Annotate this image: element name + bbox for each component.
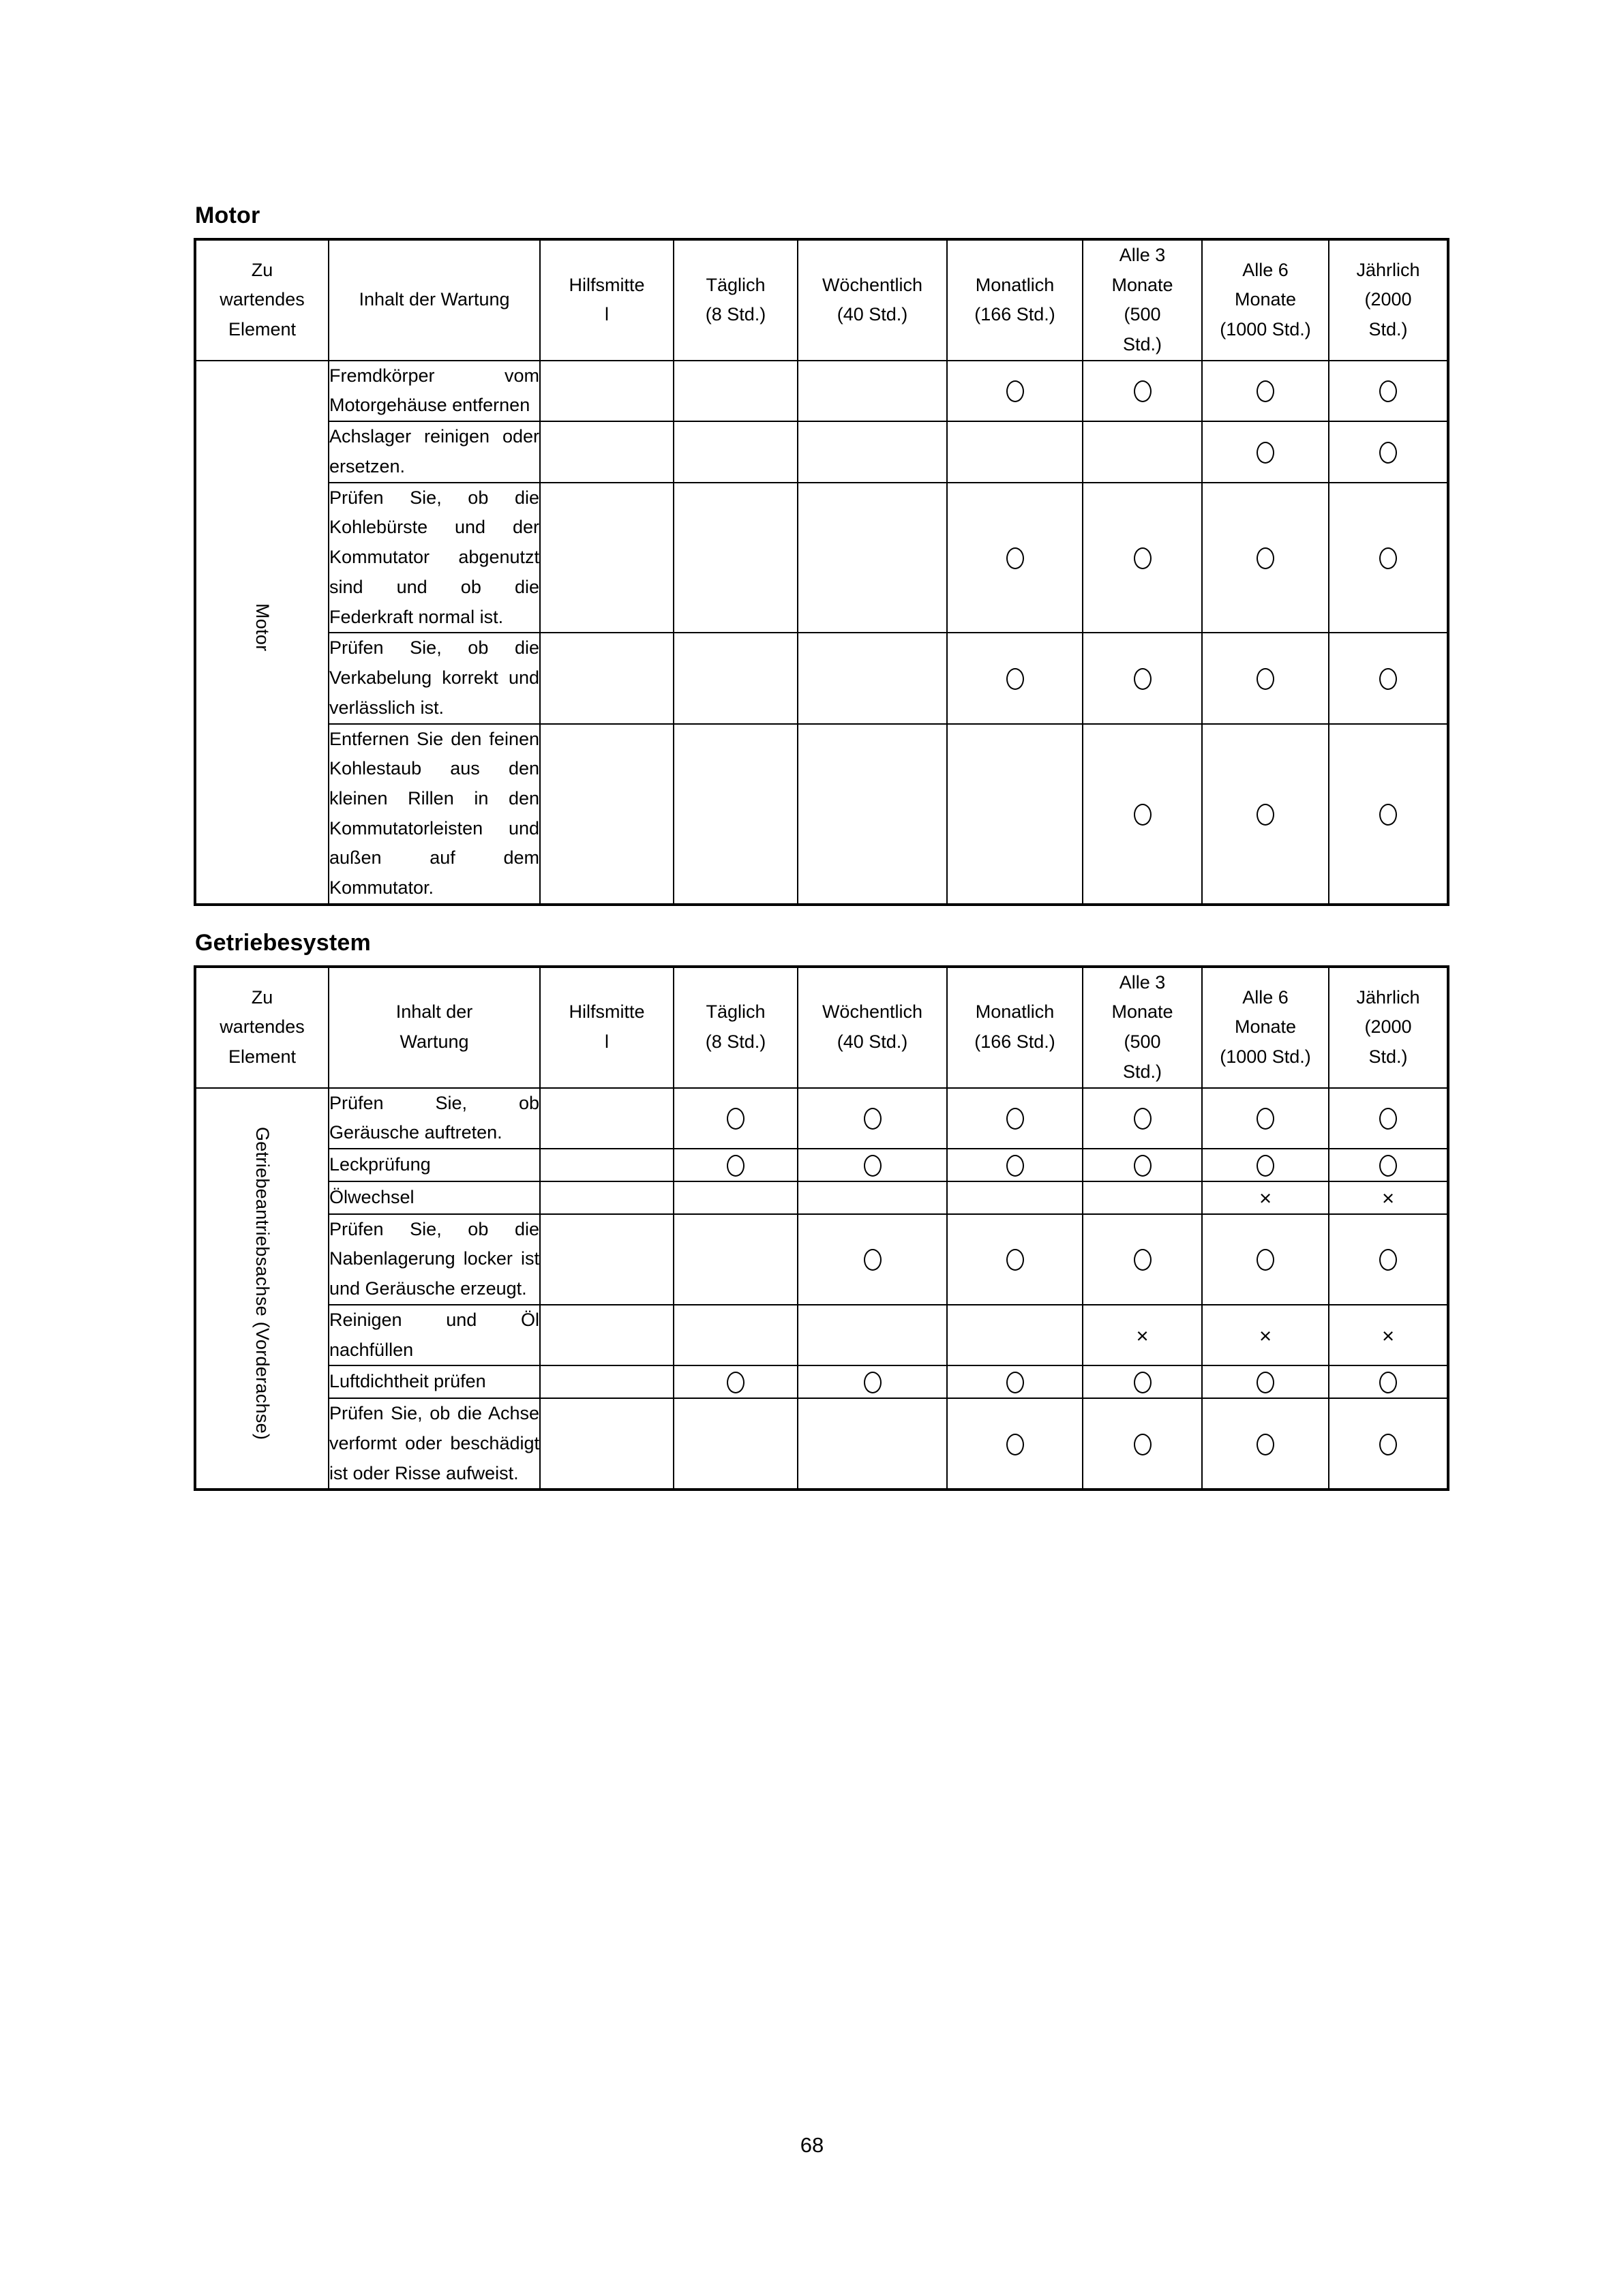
circle-marker-icon (1006, 1434, 1024, 1455)
cell-yearly (1329, 1214, 1448, 1305)
cell-daily (674, 1181, 798, 1214)
cell-weekly (798, 1149, 947, 1181)
cell-daily (674, 1088, 798, 1149)
cell-half-year (1202, 1214, 1329, 1305)
cell-monthly (947, 724, 1083, 905)
circle-marker-icon (1134, 1155, 1152, 1177)
table-row (195, 1149, 1448, 1181)
column-header-monthly (947, 967, 1083, 1088)
cell-half-year (1202, 361, 1329, 421)
maintenance-content: Reinigen und Öl nachfüllen (329, 1305, 540, 1365)
circle-marker-icon (1257, 380, 1274, 402)
header-line: Alle 6 (1242, 259, 1289, 280)
cell-quarterly (1083, 483, 1202, 633)
cross-marker-icon: × (1259, 1324, 1272, 1348)
header-line: Täglich (706, 1001, 766, 1023)
circle-marker-icon (727, 1155, 745, 1177)
circle-marker-icon (1379, 1249, 1397, 1271)
header-line: (8 Std.) (705, 1031, 766, 1053)
header-line: Std.) (1368, 1046, 1408, 1068)
cell-weekly (798, 483, 947, 633)
circle-marker-icon (864, 1372, 882, 1393)
table-row (195, 1214, 1448, 1305)
cell-yearly (1329, 633, 1448, 723)
cell-tool (540, 1398, 674, 1490)
table-row (195, 1398, 1448, 1490)
header-line: (1000 Std.) (1220, 1046, 1311, 1068)
cell-quarterly (1083, 633, 1202, 723)
cell-yearly (1329, 1398, 1448, 1490)
header-line: l (605, 1031, 609, 1053)
cell-tool (540, 633, 674, 723)
cell-weekly (798, 1181, 947, 1214)
section-title-motor: Motor (195, 202, 260, 228)
page-number: 68 (800, 2133, 824, 2157)
column-header-yearly (1329, 239, 1448, 361)
maintenance-content: Fremdkörper vom Motorgehäuse entfernen (329, 361, 540, 421)
column-header-content (329, 239, 540, 361)
cell-weekly (798, 724, 947, 905)
cell-monthly (947, 1398, 1083, 1490)
cell-yearly (1329, 483, 1448, 633)
header-line: Wöchentlich (822, 1001, 923, 1023)
header-line: Monate (1234, 1016, 1297, 1038)
item-group-label-cell (195, 361, 329, 905)
cell-quarterly (1083, 1088, 1202, 1149)
cell-tool (540, 1181, 674, 1214)
cell-tool (540, 1305, 674, 1365)
header-line: Hilfsmitte (569, 274, 645, 295)
maintenance-content: Ölwechsel (329, 1181, 540, 1214)
header-line: Wartung (400, 1031, 469, 1053)
cell-half-year (1202, 483, 1329, 633)
cell-yearly (1329, 1181, 1448, 1214)
cell-yearly (1329, 361, 1448, 421)
circle-marker-icon (1257, 1108, 1274, 1130)
circle-marker-icon (864, 1108, 882, 1130)
header-line: Monate (1111, 274, 1173, 295)
cell-tool (540, 724, 674, 905)
table-row (195, 1365, 1448, 1398)
header-line: Element (228, 319, 297, 340)
circle-marker-icon (1257, 1249, 1274, 1271)
cell-half-year (1202, 421, 1329, 482)
item-group-label: Getriebeantriebsachse (Vorderachse) (252, 1127, 273, 1440)
column-header-yearly (1329, 967, 1448, 1088)
item-group-label: Motor (252, 603, 273, 652)
cell-yearly (1329, 724, 1448, 905)
cell-monthly (947, 421, 1083, 482)
header-line: Monate (1111, 1001, 1173, 1023)
column-header-half-year (1202, 239, 1329, 361)
maintenance-content: Prüfen Sie, ob die Achse verformt oder beschädigt ist oder Risse aufweist. (329, 1398, 540, 1490)
cell-daily (674, 361, 798, 421)
column-header-tool (540, 967, 674, 1088)
circle-marker-icon (1134, 1434, 1152, 1455)
circle-marker-icon (727, 1372, 745, 1393)
section-title-getriebesystem: Getriebesystem (195, 929, 371, 956)
table-row (195, 1088, 1448, 1149)
maintenance-content: Luftdichtheit prüfen (329, 1365, 540, 1398)
header-line: (40 Std.) (837, 304, 908, 325)
circle-marker-icon (1379, 804, 1397, 826)
header-line: Zu (251, 259, 273, 280)
circle-marker-icon (1257, 1155, 1274, 1177)
circle-marker-icon (1379, 547, 1397, 569)
header-line: Alle 3 (1119, 244, 1166, 265)
header-line: wartendes (220, 289, 305, 310)
circle-marker-icon (1134, 380, 1152, 402)
cell-quarterly (1083, 1181, 1202, 1214)
cross-marker-icon: × (1381, 1324, 1395, 1348)
header-line: wartendes (220, 1016, 305, 1038)
cell-half-year (1202, 724, 1329, 905)
column-header-daily (674, 239, 798, 361)
header-line: Inhalt der (395, 1001, 473, 1023)
cell-daily (674, 724, 798, 905)
cell-daily (674, 633, 798, 723)
header-line: Element (228, 1046, 297, 1068)
cross-marker-icon: × (1259, 1186, 1272, 1211)
circle-marker-icon (1257, 804, 1274, 826)
cell-half-year (1202, 1181, 1329, 1214)
cell-half-year (1202, 1305, 1329, 1365)
circle-marker-icon (1134, 1108, 1152, 1130)
cell-quarterly (1083, 1398, 1202, 1490)
cell-quarterly (1083, 1365, 1202, 1398)
cell-weekly (798, 1398, 947, 1490)
cell-yearly (1329, 1305, 1448, 1365)
circle-marker-icon (1379, 1108, 1397, 1130)
header-line: (166 Std.) (974, 304, 1055, 325)
table-row (195, 724, 1448, 905)
column-header-item (195, 967, 329, 1088)
cell-monthly (947, 1181, 1083, 1214)
cell-quarterly (1083, 361, 1202, 421)
cell-tool (540, 1214, 674, 1305)
header-line: Monate (1234, 289, 1297, 310)
header-line: (500 (1124, 304, 1161, 325)
table-body (195, 361, 1448, 905)
circle-marker-icon (1134, 547, 1152, 569)
header-line: (2000 (1364, 1016, 1412, 1038)
cell-daily (674, 1149, 798, 1181)
table-row (195, 633, 1448, 723)
table-header-row (195, 967, 1448, 1088)
circle-marker-icon (727, 1108, 745, 1130)
maintenance-table-motor (194, 238, 1449, 906)
header-line: Hilfsmitte (569, 1001, 645, 1023)
circle-marker-icon (1257, 1372, 1274, 1393)
cell-daily (674, 483, 798, 633)
column-header-tool (540, 239, 674, 361)
header-line: Jährlich (1356, 259, 1420, 280)
circle-marker-icon (1006, 668, 1024, 690)
header-line: Monatlich (975, 274, 1055, 295)
item-group-label-cell (195, 1088, 329, 1490)
header-line: Std.) (1368, 319, 1408, 340)
table-row (195, 1305, 1448, 1365)
circle-marker-icon (1379, 442, 1397, 464)
circle-marker-icon (1379, 1155, 1397, 1177)
column-header-half-year (1202, 967, 1329, 1088)
header-line: Monatlich (975, 1001, 1055, 1023)
circle-marker-icon (1006, 547, 1024, 569)
cell-monthly (947, 483, 1083, 633)
cell-yearly (1329, 1365, 1448, 1398)
cell-half-year (1202, 1149, 1329, 1181)
maintenance-table-getriebesystem (194, 965, 1449, 1491)
maintenance-content: Prüfen Sie, ob die Nabenlagerung locker ist und Geräusche erzeugt. (329, 1214, 540, 1305)
circle-marker-icon (1006, 1249, 1024, 1271)
header-line: (500 (1124, 1031, 1161, 1053)
header-line: Alle 3 (1119, 971, 1166, 993)
cell-tool (540, 483, 674, 633)
circle-marker-icon (1134, 804, 1152, 826)
column-header-daily (674, 967, 798, 1088)
circle-marker-icon (1257, 668, 1274, 690)
circle-marker-icon (1379, 668, 1397, 690)
cross-marker-icon: × (1136, 1324, 1149, 1348)
header-line: Std.) (1122, 1061, 1162, 1082)
circle-marker-icon (1257, 442, 1274, 464)
circle-marker-icon (864, 1249, 882, 1271)
column-header-content (329, 967, 540, 1088)
cell-weekly (798, 361, 947, 421)
header-line: (1000 Std.) (1220, 319, 1311, 340)
header-line: Täglich (706, 274, 766, 295)
cell-tool (540, 1149, 674, 1181)
maintenance-content: Prüfen Sie, ob die Kohlebürste und der Kommutator abgenutzt sind und ob die Federkraft normal ist. (329, 483, 540, 633)
cell-weekly (798, 1088, 947, 1149)
header-line: Alle 6 (1242, 986, 1289, 1008)
cell-monthly (947, 1214, 1083, 1305)
column-header-quarterly (1083, 967, 1202, 1088)
cell-weekly (798, 633, 947, 723)
circle-marker-icon (1379, 1372, 1397, 1393)
header-line: (8 Std.) (705, 304, 766, 325)
cell-quarterly (1083, 724, 1202, 905)
circle-marker-icon (1257, 547, 1274, 569)
cell-half-year (1202, 1088, 1329, 1149)
table-row (195, 1181, 1448, 1214)
header-line: (40 Std.) (837, 1031, 908, 1053)
cell-monthly (947, 1088, 1083, 1149)
circle-marker-icon (1379, 1434, 1397, 1455)
table-row (195, 361, 1448, 421)
circle-marker-icon (1379, 380, 1397, 402)
maintenance-content: Leckprüfung (329, 1149, 540, 1181)
cell-daily (674, 1214, 798, 1305)
cell-monthly (947, 1305, 1083, 1365)
cell-quarterly (1083, 1214, 1202, 1305)
cross-marker-icon: × (1381, 1186, 1395, 1211)
cell-yearly (1329, 421, 1448, 482)
column-header-item (195, 239, 329, 361)
header-line: l (605, 304, 609, 325)
circle-marker-icon (1006, 1372, 1024, 1393)
table-row (195, 421, 1448, 482)
circle-marker-icon (1134, 1372, 1152, 1393)
header-line: Std.) (1122, 334, 1162, 354)
table-body (195, 1088, 1448, 1490)
cell-daily (674, 1365, 798, 1398)
maintenance-content: Prüfen Sie, ob die Verkabelung korrekt und verlässlich ist. (329, 633, 540, 723)
cell-half-year (1202, 1365, 1329, 1398)
column-header-monthly (947, 239, 1083, 361)
cell-quarterly (1083, 1149, 1202, 1181)
circle-marker-icon (1134, 1249, 1152, 1271)
cell-half-year (1202, 633, 1329, 723)
cell-weekly (798, 421, 947, 482)
cell-half-year (1202, 1398, 1329, 1490)
page-content (194, 202, 1433, 1491)
cell-tool (540, 1088, 674, 1149)
cell-monthly (947, 1149, 1083, 1181)
cell-daily (674, 1398, 798, 1490)
cell-monthly (947, 361, 1083, 421)
cell-quarterly (1083, 1305, 1202, 1365)
column-header-quarterly (1083, 239, 1202, 361)
column-header-weekly (798, 239, 947, 361)
circle-marker-icon (864, 1155, 882, 1177)
cell-tool (540, 361, 674, 421)
circle-marker-icon (1006, 380, 1024, 402)
header-line: (166 Std.) (974, 1031, 1055, 1053)
maintenance-content: Prüfen Sie, ob Geräusche auftreten. (329, 1088, 540, 1149)
circle-marker-icon (1257, 1434, 1274, 1455)
cell-weekly (798, 1365, 947, 1398)
maintenance-content: Entfernen Sie den feinen Kohlestaub aus den kleinen Rillen in den Kommutatorleisten und außen auf dem Kommutator. (329, 724, 540, 905)
cell-tool (540, 1365, 674, 1398)
cell-yearly (1329, 1088, 1448, 1149)
header-line: Inhalt der Wartung (359, 289, 510, 310)
header-line: Jährlich (1356, 986, 1420, 1008)
header-line: (2000 (1364, 289, 1412, 310)
cell-quarterly (1083, 421, 1202, 482)
circle-marker-icon (1006, 1108, 1024, 1130)
circle-marker-icon (1134, 668, 1152, 690)
circle-marker-icon (1006, 1155, 1024, 1177)
table-row (195, 483, 1448, 633)
cell-monthly (947, 633, 1083, 723)
header-line: Zu (251, 986, 273, 1008)
cell-daily (674, 421, 798, 482)
cell-weekly (798, 1305, 947, 1365)
cell-monthly (947, 1365, 1083, 1398)
table-header-row (195, 239, 1448, 361)
column-header-weekly (798, 967, 947, 1088)
cell-daily (674, 1305, 798, 1365)
header-line: Wöchentlich (822, 274, 923, 295)
cell-tool (540, 421, 674, 482)
cell-yearly (1329, 1149, 1448, 1181)
maintenance-content: Achslager reinigen oder ersetzen. (329, 421, 540, 482)
cell-weekly (798, 1214, 947, 1305)
